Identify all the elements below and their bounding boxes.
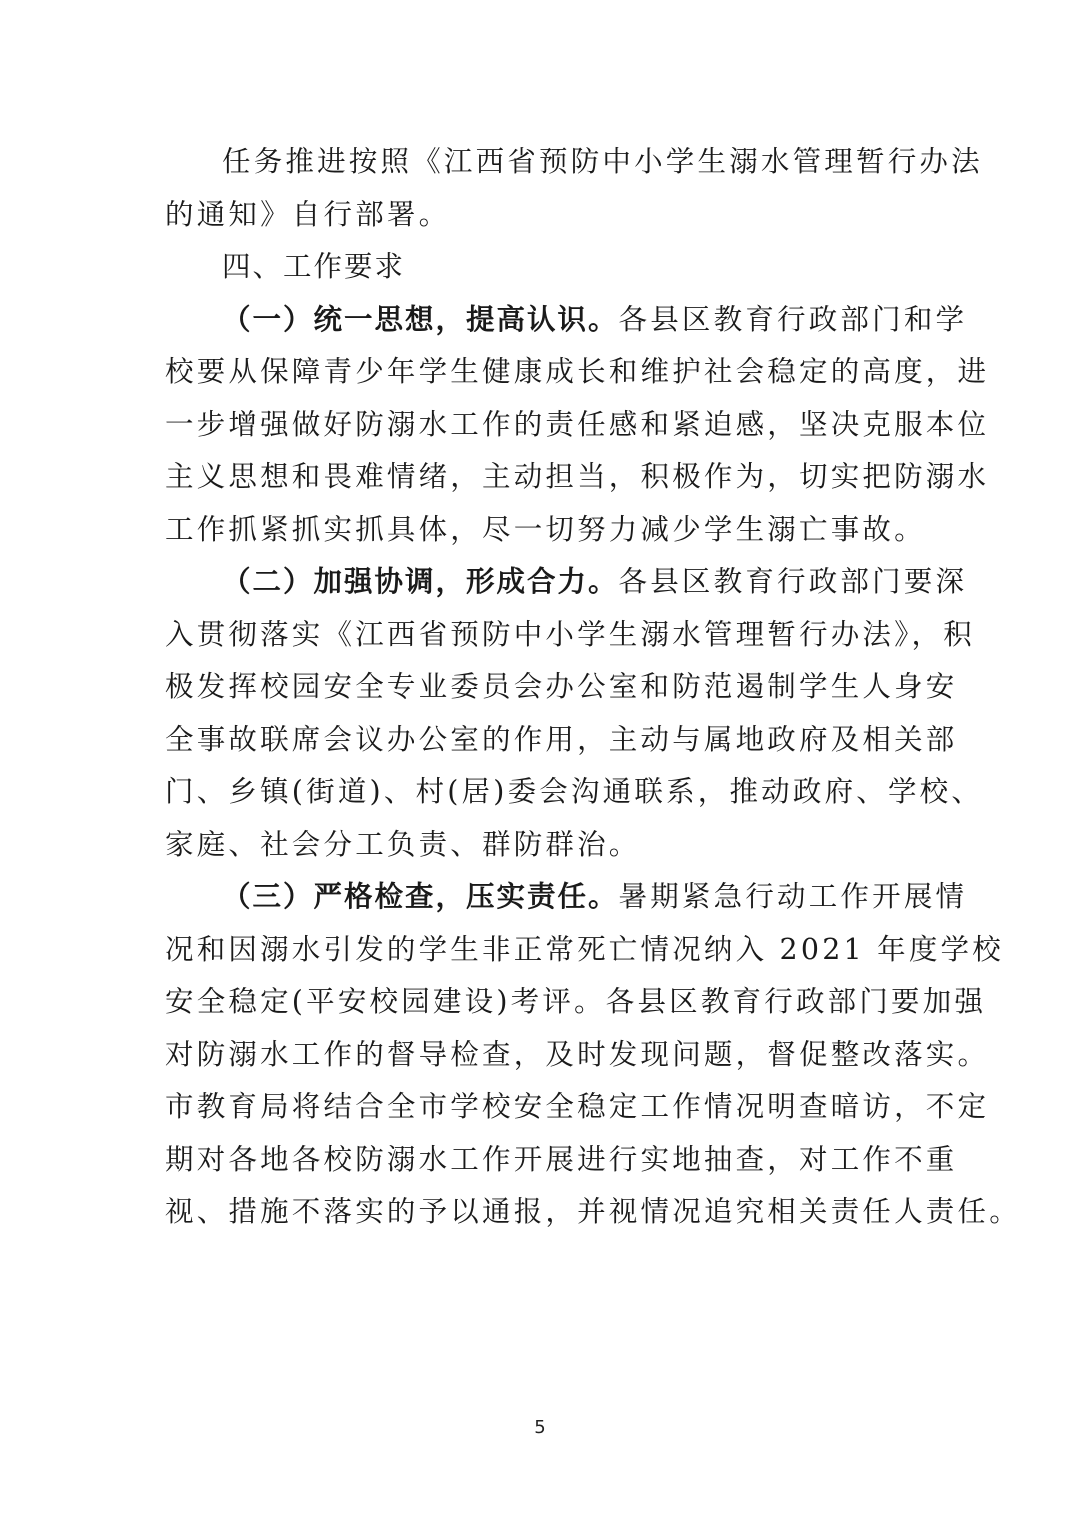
item-1-line: 一步增强做好防溺水工作的责任感和紧迫感，坚决克服本位 — [165, 407, 990, 441]
item-3-line: 对防溺水工作的督导检查，及时发现问题，督促整改落实。 — [165, 1037, 990, 1071]
item-2-line: 全事故联席会议办公室的作用，主动与属地政府及相关部 — [165, 722, 958, 756]
item-3-first-line — [165, 871, 968, 924]
item-2-line: 入贯彻落实《江西省预防中小学生溺水管理暂行办法》，积 — [165, 617, 975, 651]
item-1-title: （一）统一思想，提高认识。 — [222, 302, 619, 336]
item-1-line: 主义思想和畏难情绪，主动担当，积极作为，切实把防溺水 — [165, 460, 990, 493]
item-1-line: 工作抓紧抓实抓具体，尽一切努力减少学生溺亡事故。 — [165, 512, 926, 546]
section-heading: 四、工作要求 — [222, 250, 406, 283]
page-number: 5 — [534, 1417, 546, 1438]
item-1-first-line-text: 各县区教育行政部门和学 — [618, 302, 968, 336]
item-3-first-line-text: 暑期紧急行动工作开展情 — [618, 880, 968, 913]
item-3-title: （三）严格检查，压实责任。 — [222, 880, 619, 913]
paragraph-intro-line-2: 的通知》自行部署。 — [165, 197, 451, 231]
item-3-line: 况和因溺水引发的学生非正常死亡情况纳入 2021 年度学校 — [165, 932, 1004, 966]
item-2-line: 家庭、社会分工负责、群防群治。 — [165, 827, 641, 861]
document-body — [165, 136, 1021, 1239]
item-3-line: 视、措施不落实的予以通报，并视情况追究相关责任人责任。 — [165, 1195, 1021, 1228]
paragraph-intro-line-1: 任务推进按照《江西省预防中小学生溺水管理暂行办法 — [222, 145, 983, 178]
item-2-first-line — [165, 556, 968, 609]
item-3-line: 安全稳定(平安校园建设)考评。各县区教育行政部门要加强 — [165, 985, 987, 1018]
item-2-first-line-text: 各县区教育行政部门要深 — [618, 565, 968, 598]
item-3-line: 期对各地各校防溺水工作开展进行实地抽查，对工作不重 — [165, 1142, 958, 1176]
item-2-line: 门、乡镇(街道)、村(居)委会沟通联系，推动政府、学校、 — [165, 775, 984, 808]
item-1-first-line — [165, 294, 968, 347]
item-2-title: （二）加强协调，形成合力。 — [222, 565, 619, 598]
item-2-line: 极发挥校园安全专业委员会办公室和防范遏制学生人身安 — [165, 670, 958, 703]
item-3-line: 市教育局将结合全市学校安全稳定工作情况明查暗访，不定 — [165, 1090, 990, 1123]
item-1-line: 校要从保障青少年学生健康成长和维护社会稳定的高度，进 — [165, 355, 990, 388]
